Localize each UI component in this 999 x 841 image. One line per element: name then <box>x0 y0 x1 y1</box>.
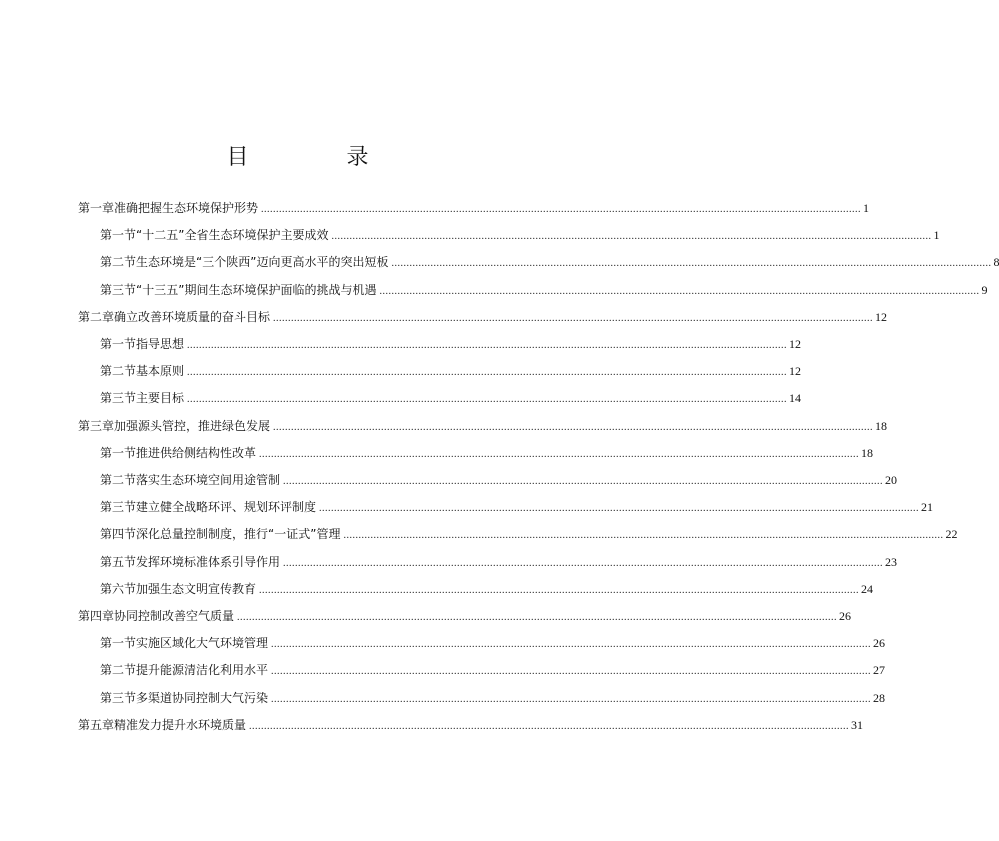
toc-entry-number: 第三章 <box>78 418 115 433</box>
toc-section-entry[interactable] <box>100 363 802 379</box>
toc-section-entry[interactable] <box>100 254 999 270</box>
toc-section-entry[interactable] <box>100 662 886 678</box>
toc-section-entry[interactable] <box>100 499 934 515</box>
toc-dot-leader: ........................................................................................................................................................................................................ <box>343 530 944 542</box>
toc-chapter-entry[interactable] <box>78 717 864 733</box>
toc-entry-number: 第三节 <box>100 690 137 705</box>
toc-entry-title: “十三五”期间生态环境保护面临的挑战与机遇 <box>136 282 377 297</box>
toc-entry-title: 确立改善环境质量的奋斗目标 <box>114 309 271 324</box>
toc-section-entry[interactable] <box>100 690 886 706</box>
toc-entry-number: 第四节 <box>100 527 137 542</box>
toc-dot-leader: ........................................................................................................................................................................................................ <box>237 612 838 623</box>
toc-dot-leader: ........................................................................................................................................................................................................ <box>379 285 980 297</box>
toc-entry-number: 第四章 <box>78 609 115 623</box>
toc-dot-leader: ........................................................................................................................................................................................................ <box>331 231 932 243</box>
toc-dot-leader: ........................................................................................................................................................................................................ <box>391 258 992 270</box>
toc-section-entry[interactable] <box>100 336 802 352</box>
toc-entry-number: 第六节 <box>100 581 137 596</box>
toc-entry-number: 第一章 <box>78 201 115 215</box>
toc-entry-number: 第二节 <box>100 364 137 379</box>
toc-entry-number: 第一节 <box>100 445 137 460</box>
toc-entry-title: 生态环境是“三个陕西”迈向更高水平的突出短板 <box>136 255 389 270</box>
toc-entry-title: 推进供给侧结构性改革 <box>136 445 257 460</box>
toc-section-entry[interactable] <box>100 554 898 570</box>
toc-section-entry[interactable] <box>100 390 802 406</box>
toc-entry-title: 协同控制改善空气质量 <box>114 609 235 623</box>
toc-page-number: 26 <box>873 636 886 651</box>
toc-entry-number: 第一节 <box>100 228 137 243</box>
toc-chapter-entry[interactable] <box>78 418 888 434</box>
toc-page-number: 18 <box>861 445 874 460</box>
toc-page-number: 26 <box>839 609 852 623</box>
toc-page-number: 31 <box>851 717 864 732</box>
page-title: 目 录 <box>226 145 407 170</box>
toc-section-entry[interactable] <box>100 581 874 597</box>
toc-page-number: 12 <box>789 337 802 351</box>
toc-entry-number: 第一节 <box>100 337 137 351</box>
toc-entry-title: 实施区域化大气环境管理 <box>136 636 269 651</box>
toc-entry-title: 准确把握生态环境保护形势 <box>114 201 259 215</box>
toc-entry-number: 第五节 <box>100 554 137 569</box>
toc-entry-title: 提升能源清洁化利用水平 <box>136 663 269 678</box>
toc-dot-leader: ........................................................................................................................................................................................................ <box>271 639 872 651</box>
toc-dot-leader: ........................................................................................................................................................................................................ <box>283 476 884 487</box>
toc-entry-title: 多渠道协同控制大气污染 <box>136 690 269 705</box>
toc-entry-number: 第三节 <box>100 500 137 515</box>
toc-page-number: 14 <box>789 391 802 406</box>
toc-section-entry[interactable] <box>100 635 886 651</box>
toc-chapter-entry[interactable] <box>78 309 888 325</box>
toc-entry-title: “十二五”全省生态环境保护主要成效 <box>136 228 329 243</box>
toc-chapter-entry[interactable] <box>78 608 852 624</box>
toc-entry-title: 加强源头管控，推进绿色发展 <box>114 418 271 433</box>
toc-page-number: 1 <box>933 228 940 243</box>
toc-page-number: 18 <box>875 418 888 433</box>
toc-entry-title: 落实生态环境空间用途管制 <box>136 473 281 487</box>
toc-dot-leader: ........................................................................................................................................................................................................ <box>187 367 788 379</box>
toc-entry-number: 第二节 <box>100 473 137 487</box>
toc-section-entry[interactable] <box>100 445 874 461</box>
toc-dot-leader: ........................................................................................................................................................................................................ <box>187 394 788 406</box>
toc-page-number: 27 <box>873 663 886 678</box>
toc-dot-leader: ........................................................................................................................................................................................................ <box>271 693 872 705</box>
toc-page-number: 12 <box>789 364 802 379</box>
toc-entry-number: 第五章 <box>78 717 115 732</box>
toc-page-number: 24 <box>861 581 874 596</box>
toc-entry-title: 加强生态文明宣传教育 <box>136 581 257 596</box>
toc-dot-leader: ........................................................................................................................................................................................................ <box>319 503 920 515</box>
toc-page-number: 12 <box>875 309 888 324</box>
toc-page-number: 28 <box>873 690 886 705</box>
toc-section-entry[interactable] <box>100 227 940 243</box>
toc-entry-number: 第二章 <box>78 309 115 324</box>
toc-page-number: 20 <box>885 473 898 487</box>
toc-dot-leader: ........................................................................................................................................................................................................ <box>271 666 872 678</box>
toc-page-number: 1 <box>863 201 870 215</box>
toc-entry-title: 主要目标 <box>136 391 185 406</box>
toc-entry-number: 第三节 <box>100 391 137 406</box>
toc-entry-number: 第二节 <box>100 255 137 270</box>
toc-entry-number: 第三节 <box>100 282 137 297</box>
toc-dot-leader: ........................................................................................................................................................................................................ <box>259 448 860 460</box>
toc-section-entry[interactable] <box>100 472 898 488</box>
toc-dot-leader: ........................................................................................................................................................................................................ <box>249 720 850 732</box>
toc-dot-leader: ........................................................................................................................................................................................................ <box>259 584 860 596</box>
toc-entry-title: 建立健全战略环评、规划环评制度 <box>136 500 317 515</box>
toc-dot-leader: ........................................................................................................................................................................................................ <box>273 312 874 324</box>
toc-entry-title: 精准发力提升水环境质量 <box>114 717 247 732</box>
toc-entry-title: 发挥环境标准体系引导作用 <box>136 554 281 569</box>
toc-dot-leader: ........................................................................................................................................................................................................ <box>283 557 884 569</box>
toc-dot-leader: ........................................................................................................................................................................................................ <box>261 204 862 215</box>
toc-dot-leader: ........................................................................................................................................................................................................ <box>187 340 788 351</box>
toc-entry-title: 基本原则 <box>136 364 185 379</box>
toc-page-number: 8 <box>993 255 999 270</box>
toc-page-number: 9 <box>981 282 988 297</box>
toc-entry-title: 指导思想 <box>136 337 185 351</box>
toc-chapter-entry[interactable] <box>78 200 870 216</box>
toc-dot-leader: ........................................................................................................................................................................................................ <box>273 421 874 433</box>
toc-page-number: 22 <box>945 527 958 542</box>
toc-section-entry[interactable] <box>100 282 988 298</box>
toc-section-entry[interactable] <box>100 526 958 542</box>
toc-entry-number: 第二节 <box>100 663 137 678</box>
toc-entry-number: 第一节 <box>100 636 137 651</box>
toc-page-number: 21 <box>921 500 934 515</box>
toc-page-number: 23 <box>885 554 898 569</box>
toc-entry-title: 深化总量控制制度，推行“一证式”管理 <box>136 527 341 542</box>
